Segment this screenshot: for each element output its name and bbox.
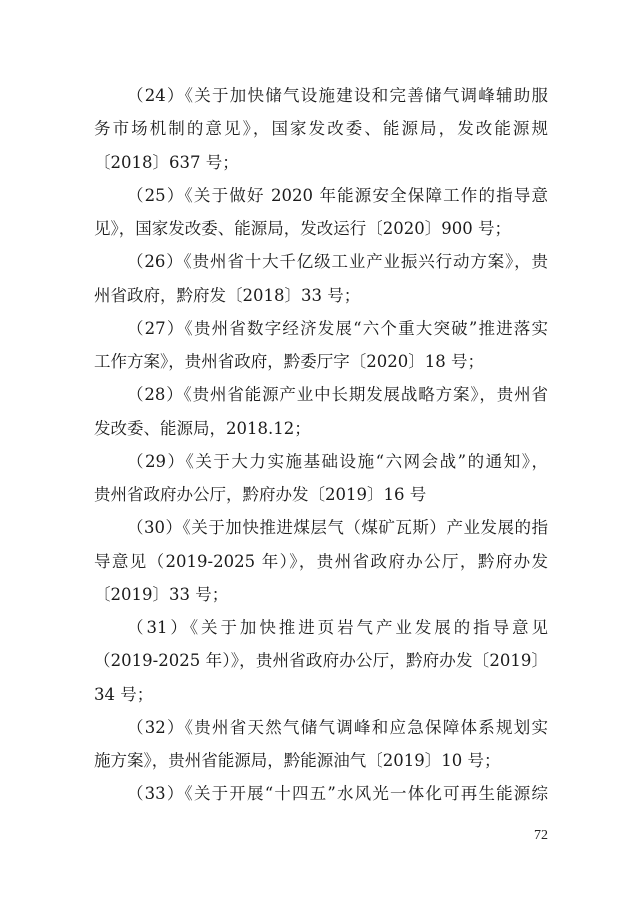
reference-line: 见》，国家发改委、能源局，发改运行〔2020〕900 号； (94, 219, 511, 238)
reference-item-32 (94, 711, 548, 778)
reference-line: （24）《关于加快储气设施建设和完善储气调峰辅助服 (127, 86, 548, 105)
reference-line: （31）《关于加快推进页岩气产业发展的指导意见 (127, 618, 548, 637)
reference-line: 施方案》，贵州省能源局，黔能源油气〔2019〕10 号； (94, 751, 501, 770)
reference-line: 贵州省政府办公厅，黔府办发〔2019〕16 号 (94, 485, 427, 504)
page-number: 72 (534, 828, 548, 843)
reference-line: （27）《贵州省数字经济发展“六个重大突破”推进落实 (127, 318, 548, 338)
reference-line: 〔2018〕637 号； (94, 152, 239, 172)
reference-item-28 (94, 378, 548, 445)
reference-line: （33）《关于开展“十四五”水风光一体化可再生能源综 (127, 784, 548, 804)
reference-item-24 (94, 79, 548, 179)
reference-line: 导意见（2019-2025 年）》，贵州省政府办公厅，黔府办发 (94, 551, 548, 571)
reference-line: 34 号； (94, 684, 154, 704)
reference-item-26 (94, 245, 548, 312)
reference-line: （26）《贵州省十大千亿级工业产业振兴行动方案》，贵 (127, 252, 548, 272)
reference-item-31 (94, 611, 548, 711)
reference-line: （29）《关于大力实施基础设施“六网会战”的通知》， (127, 451, 548, 471)
reference-line: （30）《关于加快推进煤层气（煤矿瓦斯）产业发展的指 (127, 518, 548, 538)
reference-line: 务市场机制的意见》，国家发改委、能源局，发改能源规 (94, 119, 548, 139)
reference-line: 发改委、能源局，2018.12； (94, 418, 311, 438)
reference-list (94, 79, 548, 811)
reference-line: （25）《关于做好 2020 年能源安全保障工作的指导意 (127, 185, 548, 205)
reference-item-33 (94, 777, 548, 810)
reference-line: 工作方案》，贵州省政府，黔委厅字〔2020〕18 号； (94, 352, 484, 371)
reference-line: （32）《贵州省天然气储气调峰和应急保障体系规划实 (127, 717, 548, 737)
reference-item-27 (94, 312, 548, 379)
reference-line: 州省政府，黔府发〔2018〕33 号； (94, 285, 361, 305)
reference-line: 〔2019〕33 号； (94, 584, 229, 604)
reference-line: （28）《贵州省能源产业中长期发展战略方案》，贵州省 (127, 385, 548, 405)
reference-item-29 (94, 445, 548, 512)
reference-item-25 (94, 179, 548, 246)
reference-line: （2019-2025 年）》，贵州省政府办公厅，黔府办发〔2019〕 (94, 651, 548, 671)
reference-item-30 (94, 511, 548, 611)
